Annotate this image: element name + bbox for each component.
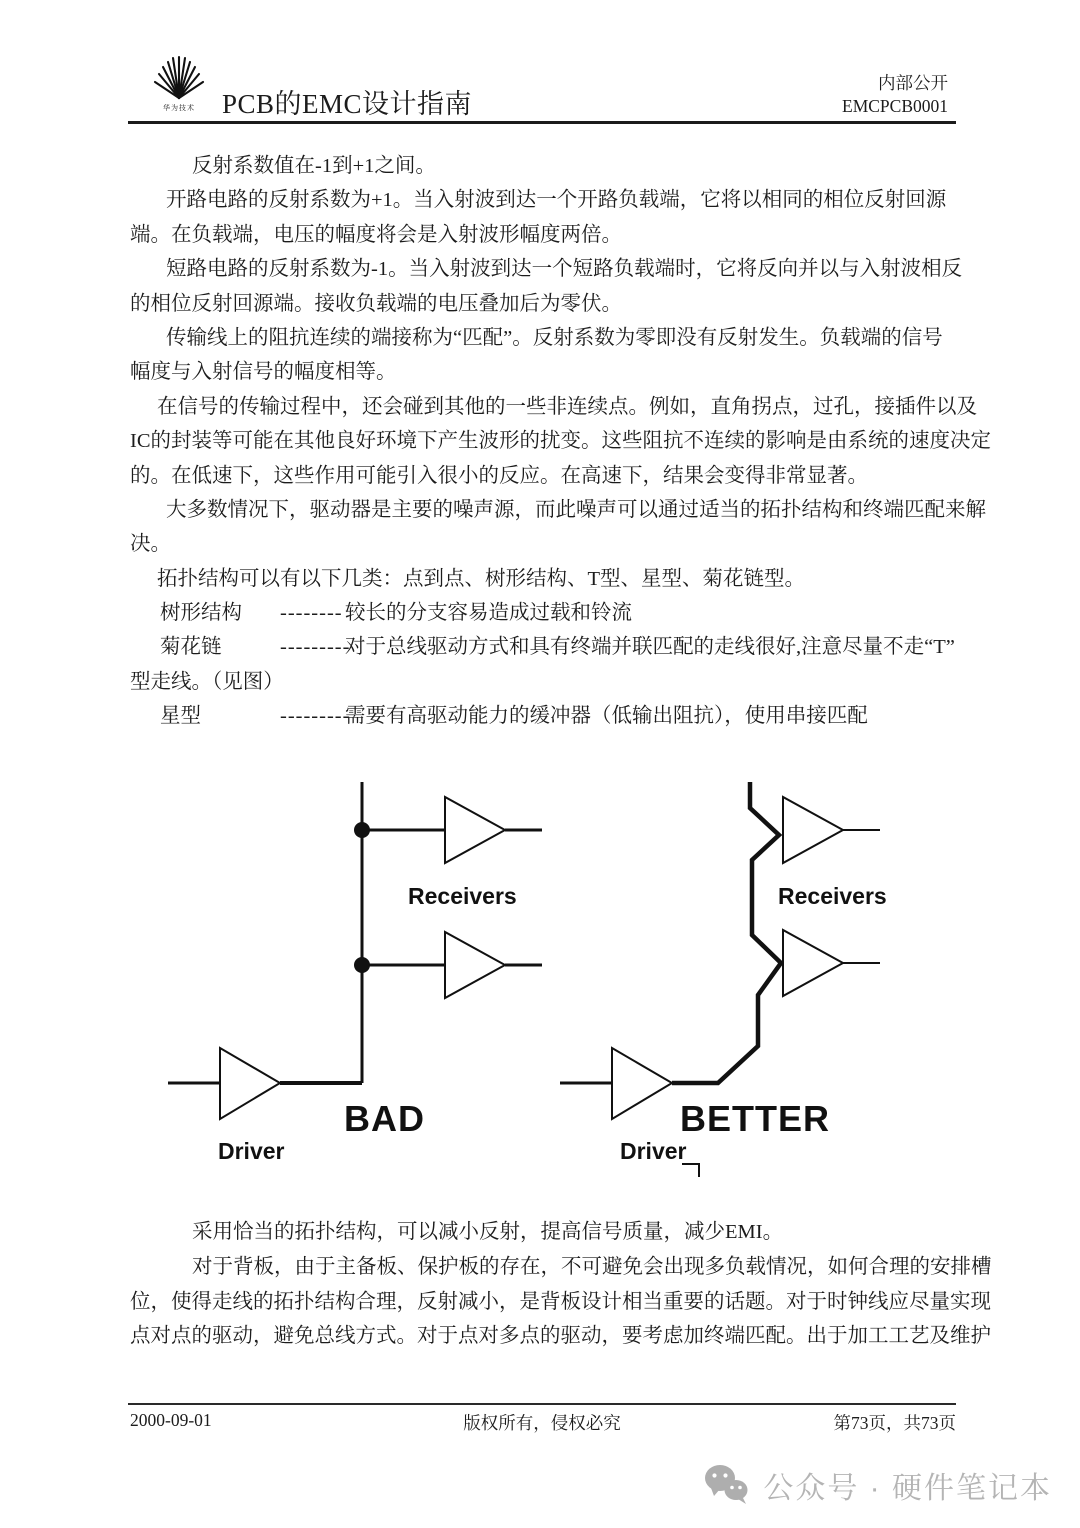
- body-line: 短路电路的反射系数为-1。当入射波到达一个短路负载端时，它将反向并以与入射波相反: [166, 258, 963, 281]
- body-line: [130, 630, 960, 664]
- page-title: PCB的EMC设计指南: [222, 89, 473, 119]
- body-line: 对于背板，由于主备板、保护板的存在，不可避免会出现多负载情况，如何合理的安排槽: [192, 1255, 992, 1278]
- daisy-chain-line: [672, 782, 781, 1083]
- body-line-dash: ---------: [280, 636, 351, 659]
- body-line-term: 星型: [160, 705, 201, 728]
- watermark: [703, 1463, 1052, 1507]
- footer-date: 2000-09-01: [130, 1410, 212, 1430]
- body-line: 位，使得走线的拓扑结构合理，反射减小，是背板设计相当重要的话题。对于时钟线应尽量实现: [130, 1290, 991, 1313]
- corner-mark: [682, 1164, 699, 1177]
- body-line-dash: --------: [280, 602, 343, 625]
- receivers-label: Receivers: [408, 883, 517, 909]
- watermark-text: 公众号 · 硬件笔记本: [763, 1472, 1052, 1505]
- receiver-triangle: [445, 932, 505, 998]
- body-line-term: 菊花链: [160, 636, 222, 659]
- body-line: 开路电路的反射系数为+1。当入射波到达一个开路负载端，它将以相同的相位反射回源: [166, 189, 947, 212]
- bad-label: BAD: [344, 1098, 425, 1139]
- topology-diagram: [150, 762, 962, 1192]
- body-text-2: [130, 1215, 992, 1354]
- driver-triangle: [220, 1048, 280, 1119]
- body-line-desc: 对于总线驱动方式和具有终端并联匹配的走线很好,注意尽量不走“T”: [345, 636, 955, 659]
- body-line: 型走线。（见图）: [130, 670, 284, 693]
- driver-triangle: [612, 1048, 672, 1119]
- receiver-triangle: [783, 797, 843, 863]
- body-line: 的。在低速下，这些作用可能引入很小的反应。在高速下，结果会变得非常显著。: [130, 464, 868, 487]
- body-line: 点对点的驱动，避免总线方式。对于点对多点的驱动，要考虑加终端匹配。出于加工工艺及维护: [130, 1325, 991, 1348]
- body-line: 拓扑结构可以有以下几类：点到点、树形结构、T型、星型、菊花链型。: [157, 567, 806, 590]
- footer-copyright: 版权所有，侵权必究: [463, 1413, 621, 1433]
- body-line: 决。: [130, 533, 171, 556]
- header-rule: [128, 121, 956, 124]
- body-line: 采用恰当的拓扑结构，可以减小反射，提高信号质量，减少EMI。: [192, 1221, 784, 1243]
- body-line: 端。在负载端，电压的幅度将会是入射波形幅度两倍。: [130, 223, 622, 246]
- body-line: [130, 596, 960, 630]
- body-line: IC的封装等可能在其他良好环境下产生波形的扰变。这些阻抗不连续的影响是由系统的速度决定: [130, 430, 991, 453]
- huawei-fan-logo-icon: [150, 54, 208, 118]
- body-line: 传输线上的阻抗连续的端接称为“匹配”。反射系数为零即没有反射发生。负载端的信号: [166, 326, 943, 349]
- body-line: [130, 699, 960, 733]
- driver-label: Driver: [218, 1138, 285, 1164]
- logo-caption: 华为技术: [163, 104, 195, 112]
- body-line: 在信号的传输过程中，还会碰到其他的一些非连续点。例如，直角拐点，过孔，接插件以及: [157, 395, 977, 418]
- doc-number: EMCPCB0001: [842, 96, 948, 116]
- body-line: 的相位反射回源端。接收负载端的电压叠加后为零伏。: [130, 292, 622, 315]
- body-line: 反射系数值在-1到+1之间。: [192, 155, 436, 177]
- wechat-icon: [703, 1463, 751, 1507]
- receiver-triangle: [783, 930, 843, 996]
- body-line: 大多数情况下，驱动器是主要的噪声源，而此噪声可以通过适当的拓扑结构和终端匹配来解: [166, 498, 986, 521]
- body-line-dash: ---------: [280, 705, 351, 728]
- body-line-desc: 需要有高驱动能力的缓冲器（低输出阻抗），使用串接匹配: [345, 705, 868, 728]
- junction-dot: [354, 822, 370, 838]
- receivers-label: Receivers: [778, 883, 887, 909]
- bad-topology: [168, 782, 542, 1119]
- driver-label: Driver: [620, 1138, 687, 1164]
- body-line: 幅度与入射信号的幅度相等。: [130, 361, 397, 384]
- better-label: BETTER: [680, 1098, 830, 1139]
- junction-dot: [354, 957, 370, 973]
- footer-rule: [128, 1403, 956, 1405]
- body-text: [130, 149, 991, 734]
- footer-page-info: 第73页，共73页: [833, 1413, 956, 1433]
- body-line-desc: 较长的分支容易造成过载和铃流: [345, 602, 632, 625]
- body-line-term: 树形结构: [160, 602, 242, 625]
- classification-label: 内部公开: [878, 73, 948, 93]
- receiver-triangle: [445, 797, 505, 863]
- header-right: [842, 72, 948, 118]
